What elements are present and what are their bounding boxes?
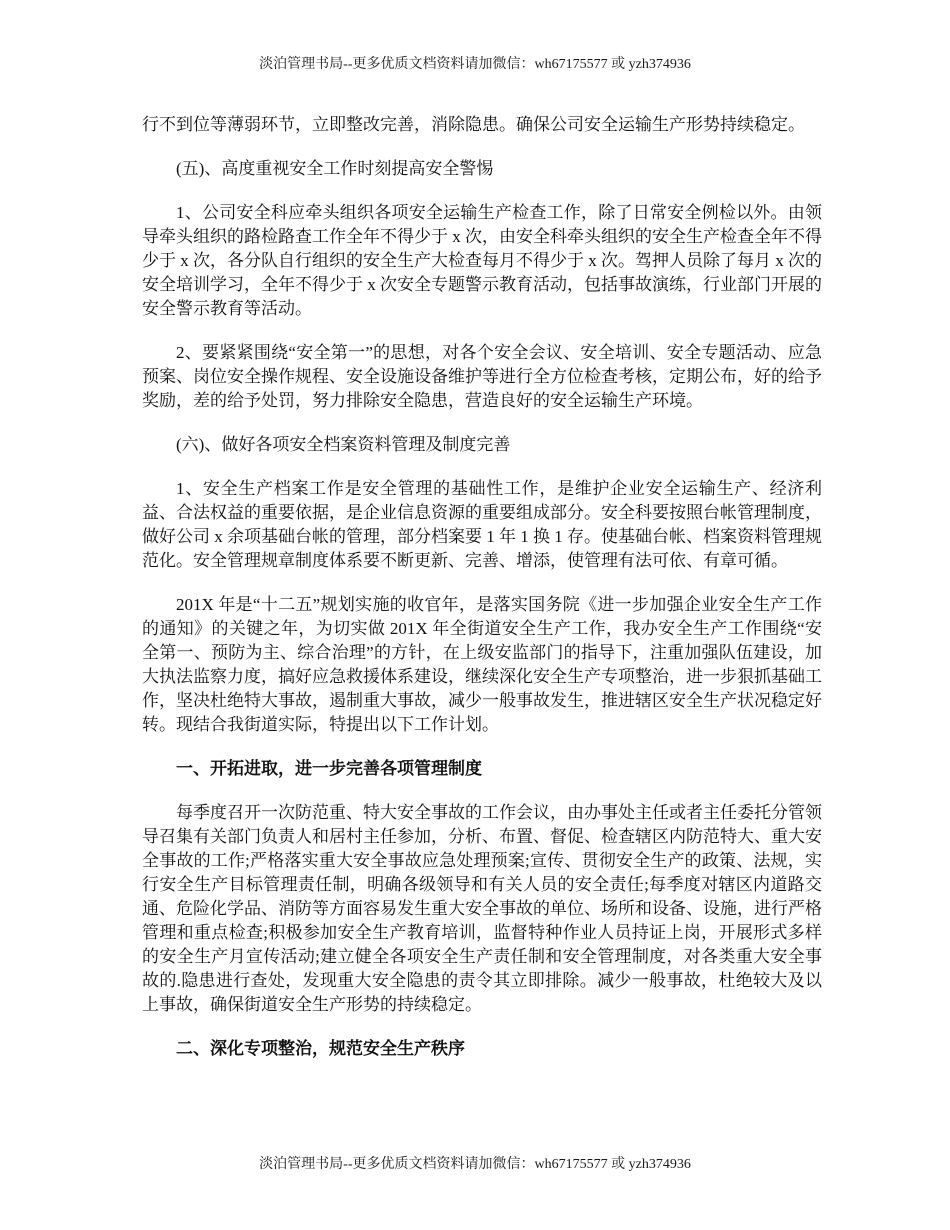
- paragraph-safety-assessment: 2、要紧紧围绕“安全第一”的思想，对各个安全会议、安全培训、安全专题活动、应急预案、岗位安全操作规程、安全设施设备维护等进行全方位检查考核，定期公布，好的给予奖励，差的给予处罚，努力排除安全隐患，营造良好的安全运输生产环境。: [142, 343, 822, 410]
- heading-special-rectification: 二、深化专项整治，规范安全生产秩序: [176, 1039, 465, 1058]
- paragraph-safety-inspection: 1、公司安全科应牵头组织各项安全运输生产检查工作，除了日常安全例检以外。由领导牵头组织的路检路查工作全年不得少于 x 次，由安全科牵头组织的安全生产检查全年不得少于 x 次，各分队自行组织的安全生产大检查每月不得少于 x 次。驾押人员除了每月 x 次的安全培训学习，全年不得少于 x 次安全专题警示教育活动，包括事故演练，行业部门开展的安全警示教育等活动。: [142, 203, 822, 318]
- document-body: [142, 113, 822, 1081]
- page-footer: 淡泊管理书局--更多优质文档资料请加微信：wh67175577 或 yzh374936: [259, 1157, 691, 1172]
- page-header: 淡泊管理书局--更多优质文档资料请加微信：wh67175577 或 yzh374936: [259, 57, 691, 72]
- paragraph-archive-management: 1、安全生产档案工作是安全管理的基础性工作，是维护企业安全运输生产、经济利益、合法权益的重要依据，是企业信息资源的重要组成部分。安全科要按照台帐管理制度，做好公司 x 余项基础台帐的管理，部分档案要 1 年 1 换 1 存。使基础台帐、档案资料管理规范化。安全管理规章制度体系要不断更新、完善、增添，使管理有法可依、有章可循。: [142, 479, 822, 570]
- section-title-6: (六)、做好各项安全档案资料管理及制度完善: [176, 435, 511, 454]
- paragraph-annual-plan-intro: 201X 年是“十二五”规划实施的收官年，是落实国务院《进一步加强企业安全生产工作的通知》的关键之年，为切实做 201X 年全街道安全生产工作，我办安全生产工作围绕“安全第一、预防为主、综合治理”的方针，在上级安监部门的指导下，注重加强队伍建设，加大执法监察力度，搞好应急救援体系建设，继续深化安全生产专项整治，进一步狠抓基础工作，坚决杜绝特大事故，遏制重大事故，减少一般事故发生，推进辖区安全生产状况稳定好转。现结合我街道实际，特提出以下工作计划。: [142, 595, 822, 734]
- heading-management-system: 一、开拓进取，进一步完善各项管理制度: [176, 759, 482, 778]
- paragraph-quarterly-meeting: 每季度召开一次防范重、特大安全事故的工作会议，由办事处主任或者主任委托分管领导召集有关部门负责人和居村主任参加，分析、布置、督促、检查辖区内防范特大、重大安全事故的工作;严格落实重大安全事故应急处理预案;宣传、贯彻安全生产的政策、法规，实行安全生产目标管理责任制，明确各级领导和有关人员的安全责任;每季度对辖区内道路交通、危险化学品、消防等方面容易发生重大安全事故的单位、场所和设备、设施，进行严格管理和重点检查;积极参加安全生产教育培训，监督特种作业人员持证上岗，开展形式多样的安全生产月宣传活动;建立健全各项安全生产责任制和安全管理制度，对各类重大安全事故的.隐患进行查处，发现重大安全隐患的责令其立即排除。减少一般事故，杜绝较大及以上事故，确保街道安全生产形势的持续稳定。: [142, 803, 822, 1014]
- paragraph-continuation: 行不到位等薄弱环节，立即整改完善，消除隐患。确保公司安全运输生产形势持续稳定。: [142, 115, 805, 134]
- section-title-5: (五)、高度重视安全工作时刻提高安全警惕: [176, 159, 494, 178]
